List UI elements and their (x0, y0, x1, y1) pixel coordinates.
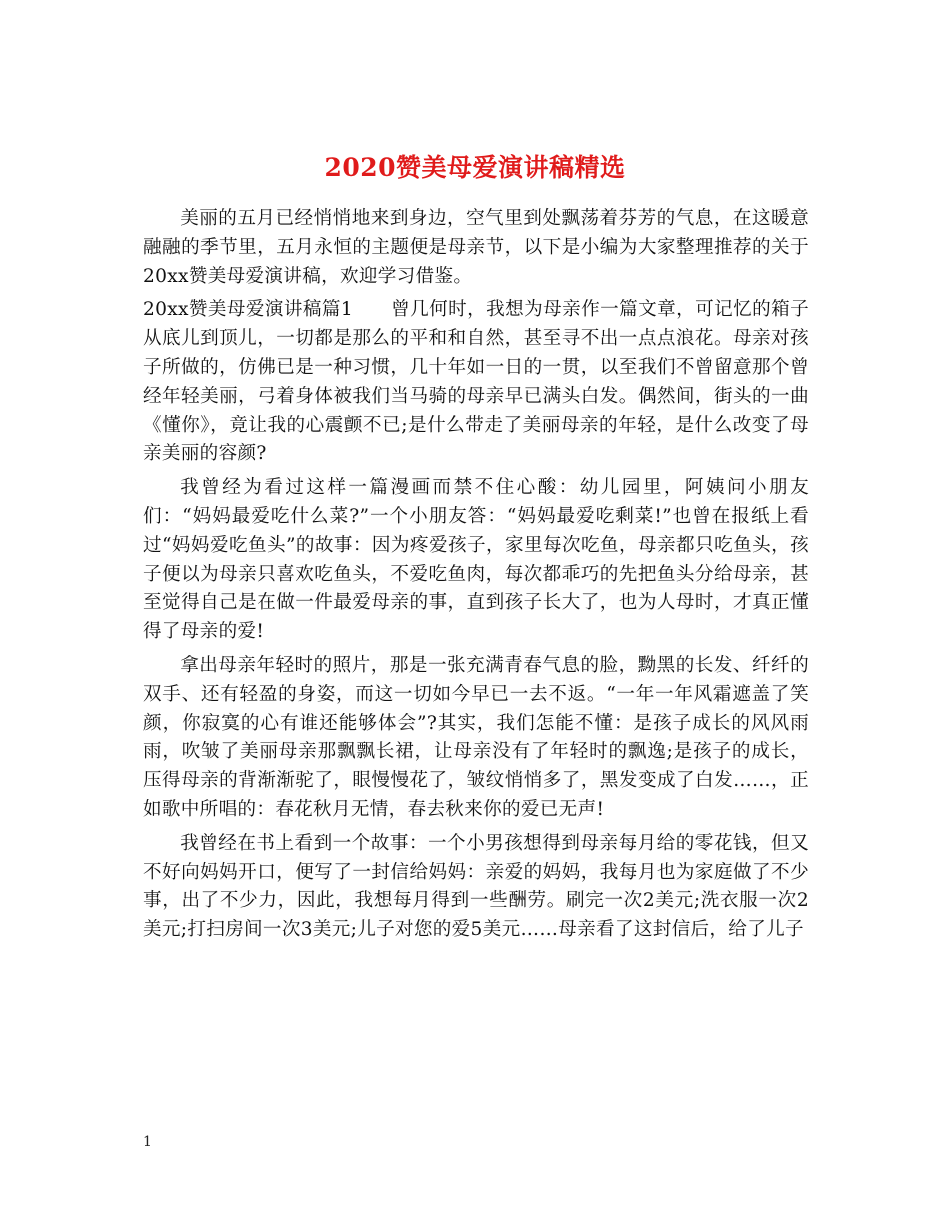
document-title: 2020赞美母爱演讲稿精选 (324, 152, 626, 182)
paragraph-old-photo: 拿出母亲年轻时的照片，那是一张充满青春气息的脸，黝黑的长发、纤纤的双手、还有轻盈的身姿，而这一切如今早已一去不返。“一年一年风霜遮盖了笑颜，你寂寞的心有谁还能够体会”?其实，我们怎能不懂：是孩子成长的风风雨雨，吹皱了美丽母亲那飘飘长裙，让母亲没有了年轻时的飘逸;是孩子的成长，压得母亲的背渐渐驼了，眼慢慢花了，皱纹悄悄多了，黑发变成了白发……，正如歌中所唱的：春花秋月无情，春去秋来你的爱已无声! (143, 654, 810, 820)
paragraph-letter-story: 我曾经在书上看到一个故事：一个小男孩想得到母亲每月给的零花钱，但又不好向妈妈开口，便写了一封信给妈妈：亲爱的妈妈，我每月也为家庭做了不少事，出了不少力，因此，我想每月得到一些酬劳。刷完一次2美元;洗衣服一次2美元;打扫房间一次3美元;儿子对您的爱5美元……母亲看了这封信后，给了儿子 (143, 832, 809, 941)
paragraph-fish-head: 我曾经为看过这样一篇漫画而禁不住心酸：幼儿园里，阿姨问小朋友们：“妈妈最爱吃什么菜?”一个小朋友答：“妈妈最爱吃剩菜!”也曾在报纸上看过“妈妈爱吃鱼头”的故事：因为疼爱孩子，家里每次吃鱼，母亲都只吃鱼头，孩子便以为母亲只喜欢吃鱼头，不爱吃鱼肉，每次都乖巧的先把鱼头分给母亲，甚至觉得自己是在做一件最爱母亲的事，直到孩子长大了，也为人母时，才真正懂得了母亲的爱! (143, 477, 809, 643)
page-number: 1 (143, 1134, 152, 1150)
paragraph-intro: 美丽的五月已经悄悄地来到身边，空气里到处飘荡着芬芳的气息，在这暖意融融的季节里，五月永恒的主题便是母亲节，以下是小编为大家整理推荐的关于20xx赞美母爱演讲稿，欢迎学习借鉴。 (143, 208, 809, 287)
paragraph-speech-1: 20xx赞美母爱演讲稿篇1 曾几何时，我想为母亲作一篇文章，可记忆的箱子从底儿到顶儿，一切都是那么的平和和自然，甚至寻不出一点点浪花。母亲对孩子所做的，仿佛已是一种习惯，几十年如一日的一贯，以至我们不曾留意那个曾经年轻美丽，弓着身体被我们当马骑的母亲早已满头白发。偶然间，街头的一曲《懂你》，竟让我的心震颤不已;是什么带走了美丽母亲的年轻，是什么改变了母亲美丽的容颜? (143, 299, 809, 465)
document-body (143, 205, 809, 945)
